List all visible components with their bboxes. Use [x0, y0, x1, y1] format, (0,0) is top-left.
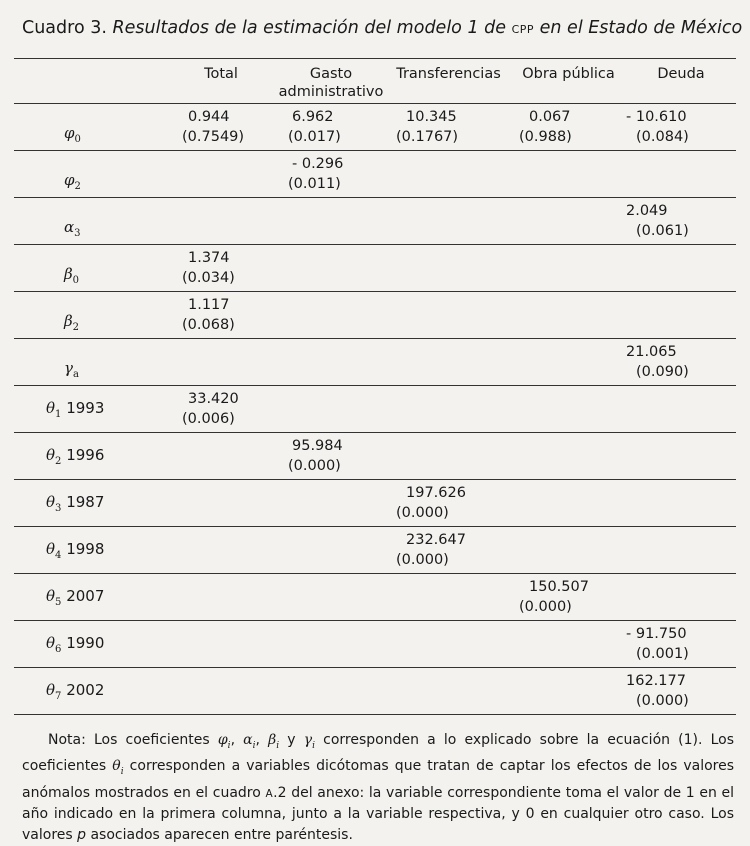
row-year: 1987: [66, 493, 105, 511]
p-value: (0.000): [396, 505, 449, 521]
table-cell: [276, 386, 386, 433]
p-value: (0.034): [182, 270, 235, 286]
row-year: 1996: [66, 446, 105, 464]
coefficient-symbol: $\theta_2$ 1996: [46, 446, 105, 467]
note-text: asociados aparecen entre paréntesis.: [86, 826, 353, 843]
results-table: [14, 58, 736, 715]
row-year: 1990: [66, 634, 105, 652]
row-label-cell: [14, 621, 166, 668]
table-cell: [386, 198, 511, 245]
table-cell: [626, 433, 736, 480]
table-row: [14, 151, 736, 198]
table-cell: [276, 574, 386, 621]
coefficient-value: 0.067: [529, 109, 571, 125]
table-cell: [166, 245, 276, 292]
coefficient-symbol: $\theta_4$ 1998: [46, 540, 105, 561]
row-year: 1993: [66, 399, 105, 417]
table-cell: [166, 104, 276, 151]
row-label-cell: [14, 292, 166, 339]
table-row: [14, 292, 736, 339]
coefficient-symbol: $\theta_1$ 1993: [46, 399, 105, 420]
table-cell: [276, 433, 386, 480]
table-row: [14, 245, 736, 292]
row-label-cell: [14, 574, 166, 621]
table-cell: [276, 292, 386, 339]
table-cell: [626, 292, 736, 339]
table-cell: [166, 339, 276, 386]
table-cell: [166, 480, 276, 527]
p-value: (0.011): [288, 176, 341, 192]
table-cell: [386, 621, 511, 668]
note-symbol: $\theta_i$: [112, 758, 124, 778]
table-cell: [386, 292, 511, 339]
table-cell: [386, 151, 511, 198]
note-text: corresponden a lo explicado sobre la ecuación (1). Los coeficientes: [22, 732, 735, 775]
note-text: ,: [230, 732, 244, 748]
coefficient-value: 33.420: [188, 391, 239, 407]
row-year: 2007: [66, 587, 105, 605]
row-year: 1998: [66, 540, 105, 558]
table-cell: [276, 104, 386, 151]
table-row: [14, 104, 736, 151]
table-cell: [386, 433, 511, 480]
table-cell: [386, 104, 511, 151]
table-row: [14, 668, 736, 715]
p-value: (0.084): [636, 129, 689, 145]
table-cell: [511, 433, 626, 480]
coefficient-symbol: $\beta_2$: [64, 312, 80, 333]
title-italic-a: Resultados de la estimación del modelo 1 de: [112, 18, 507, 38]
coefficient-value: - 91.750: [626, 626, 687, 642]
table-cell: [166, 386, 276, 433]
table-cell: [511, 245, 626, 292]
table-cell: [276, 151, 386, 198]
coefficient-symbol: $\alpha_3$: [64, 218, 81, 239]
table-cell: [511, 621, 626, 668]
note-text: Nota: Los coeficientes: [48, 732, 218, 748]
table-cell: [276, 527, 386, 574]
row-year: 2002: [66, 681, 105, 699]
row-label-cell: [14, 480, 166, 527]
coefficient-symbol: $\theta_7$ 2002: [46, 681, 105, 702]
row-label-cell: [14, 668, 166, 715]
p-value: (0.000): [288, 458, 341, 474]
coefficient-symbol: $\varphi_2$: [64, 171, 81, 192]
coefficient-symbol: $\gamma_a$: [64, 359, 79, 380]
header-row: [14, 59, 736, 104]
note-symbol: $\gamma_i$: [303, 732, 315, 751]
column-header: Total: [204, 66, 238, 82]
table-cell: [276, 480, 386, 527]
title-italic-b: en el Estado de México: [539, 18, 743, 38]
p-value: (0.017): [288, 129, 341, 145]
row-label-cell: [14, 527, 166, 574]
table-cell: [276, 621, 386, 668]
coefficient-symbol: $\theta_5$ 2007: [46, 587, 105, 608]
table-cell: [511, 104, 626, 151]
table-cell: [511, 292, 626, 339]
note-text: y: [279, 732, 304, 748]
column-header: Deuda: [657, 66, 705, 82]
table-cell: [386, 386, 511, 433]
coefficient-value: 150.507: [529, 579, 589, 595]
table-cell: [626, 574, 736, 621]
table-cell: [511, 339, 626, 386]
table-cell: [386, 339, 511, 386]
column-header: Transferencias: [396, 66, 501, 82]
coefficient-symbol: $\beta_0$: [64, 265, 80, 286]
table-row: [14, 574, 736, 621]
table-cell: [511, 668, 626, 715]
coefficient-value: 1.374: [188, 250, 230, 266]
coefficient-value: 0.944: [188, 109, 230, 125]
table-title: [22, 18, 742, 38]
coefficient-value: - 10.610: [626, 109, 687, 125]
coefficient-value: 232.647: [406, 532, 466, 548]
table-cell: [386, 574, 511, 621]
table-row: [14, 527, 736, 574]
p-value: (0.7549): [182, 129, 245, 145]
table-cell: [166, 292, 276, 339]
table-note: [22, 730, 734, 845]
p-value: (0.001): [636, 646, 689, 662]
table-cell: [166, 151, 276, 198]
table-row: [14, 198, 736, 245]
table-cell: [386, 480, 511, 527]
note-text: corresponden a variables dicótomas que tratan de captar los efectos de los valores anómalos mostrados en el cuadro: [22, 758, 734, 801]
column-header: Gasto administrativo: [278, 66, 384, 100]
table-cell: [166, 433, 276, 480]
table-row: [14, 621, 736, 668]
coefficient-value: 10.345: [406, 109, 457, 125]
table-cell: [276, 339, 386, 386]
coefficient-value: 162.177: [626, 673, 686, 689]
table-row: [14, 433, 736, 480]
note-smallcaps: A: [265, 787, 274, 800]
table-cell: [166, 668, 276, 715]
table-cell: [626, 480, 736, 527]
coefficient-value: 21.065: [626, 344, 677, 360]
coefficient-symbol: $\varphi_0$: [64, 124, 81, 145]
p-value: (0.006): [182, 411, 235, 427]
table-cell: [626, 339, 736, 386]
p-value: (0.000): [396, 552, 449, 568]
table-cell: [511, 527, 626, 574]
table-cell: [626, 245, 736, 292]
table-row: [14, 339, 736, 386]
table-cell: [626, 104, 736, 151]
table-cell: [166, 198, 276, 245]
coefficient-value: 197.626: [406, 485, 466, 501]
title-lead: Cuadro 3.: [22, 18, 107, 38]
p-value: (0.061): [636, 223, 689, 239]
row-label-cell: [14, 386, 166, 433]
coefficient-value: - 0.296: [292, 156, 344, 172]
table-cell: [626, 621, 736, 668]
row-label-cell: [14, 198, 166, 245]
table-cell: [511, 151, 626, 198]
table-cell: [276, 668, 386, 715]
table-cell: [276, 198, 386, 245]
table-cell: [166, 527, 276, 574]
coefficient-symbol: $\theta_6$ 1990: [46, 634, 105, 655]
table-cell: [511, 198, 626, 245]
note-symbol: $\varphi_i$: [217, 732, 231, 751]
table-cell: [166, 621, 276, 668]
note-text: ,: [255, 732, 269, 748]
row-label-cell: [14, 339, 166, 386]
table-cell: [511, 480, 626, 527]
coefficient-value: 6.962: [292, 109, 334, 125]
p-value: (0.988): [519, 129, 572, 145]
p-value: (0.090): [636, 364, 689, 380]
table-cell: [511, 386, 626, 433]
row-label-cell: [14, 433, 166, 480]
p-value: (0.000): [636, 693, 689, 709]
table-cell: [626, 198, 736, 245]
note-symbol: $\beta_i$: [268, 732, 280, 751]
column-header: Obra pública: [522, 66, 615, 82]
row-label-cell: [14, 151, 166, 198]
table-cell: [166, 574, 276, 621]
table-cell: [386, 527, 511, 574]
table-cell: [626, 151, 736, 198]
table-cell: [386, 668, 511, 715]
p-value: (0.1767): [396, 129, 459, 145]
p-value: (0.000): [519, 599, 572, 615]
coefficient-value: 1.117: [188, 297, 230, 313]
coefficient-value: 2.049: [626, 203, 668, 219]
p-value: (0.068): [182, 317, 235, 333]
table-cell: [386, 245, 511, 292]
table-cell: [511, 574, 626, 621]
header-empty: [14, 59, 166, 104]
table-row: [14, 386, 736, 433]
table-cell: [276, 245, 386, 292]
note-symbol: $\alpha_i$: [243, 732, 256, 751]
note-text: .2 del anexo: la variable correspondiente toma el valor de 1 en el año indicado en la primera columna, junto a la variable respectiva, y 0 en cualquier otro caso. Los valores: [22, 784, 735, 843]
table-cell: [626, 527, 736, 574]
note-italic: p: [77, 826, 87, 843]
table-cell: [626, 386, 736, 433]
title-smallcaps: CPP: [511, 23, 535, 36]
table-body: [14, 104, 736, 715]
coefficient-value: 95.984: [292, 438, 343, 454]
row-label-cell: [14, 104, 166, 151]
table-cell: [626, 668, 736, 715]
coefficient-symbol: $\theta_3$ 1987: [46, 493, 105, 514]
row-label-cell: [14, 245, 166, 292]
table-row: [14, 480, 736, 527]
